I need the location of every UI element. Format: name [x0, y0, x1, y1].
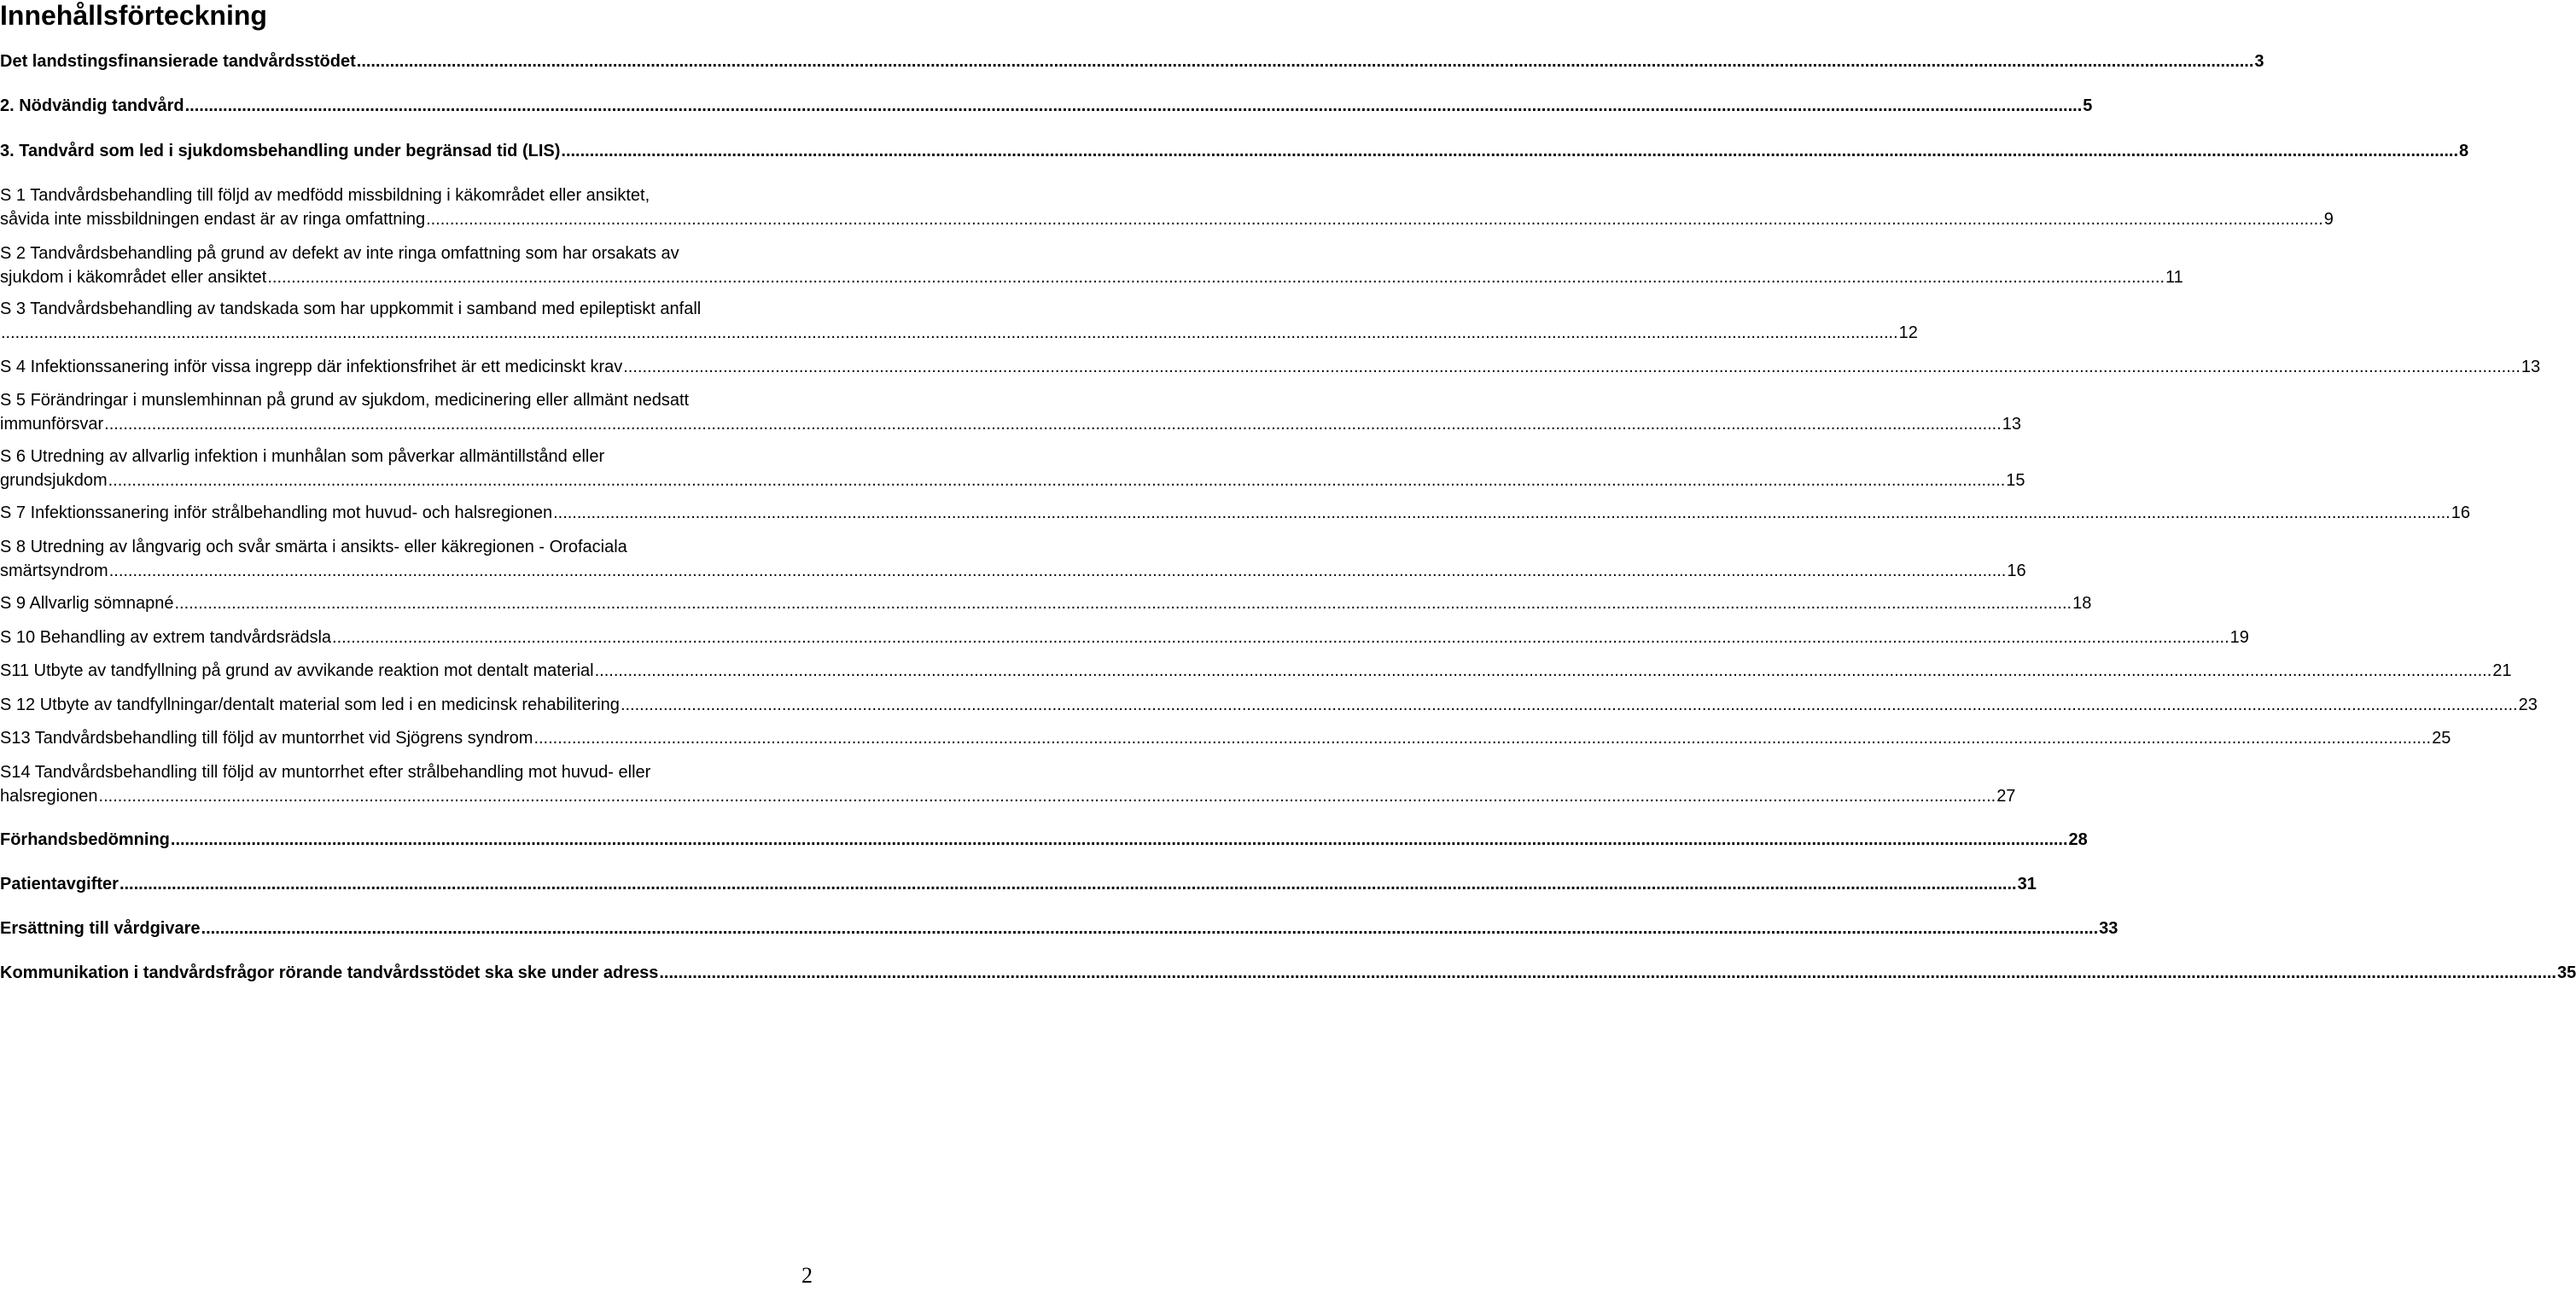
toc-entry-text: såvida inte missbildningen endast är av ringa omfattning: [0, 210, 426, 229]
toc-entry[interactable]: [0, 760, 2016, 808]
toc-entry-text: S 1 Tandvårdsbehandling till följd av medfödd missbildning i käkområdet eller ansiktet,: [0, 186, 650, 205]
toc-entry-line: [0, 207, 2334, 231]
toc-entry-text: Kommunikation i tandvårdsfrågor rörande tandvårdsstödet ska ske under adress: [0, 963, 659, 982]
toc-page-number: 9: [2323, 210, 2334, 229]
toc-entry-text: S 4 Infektionssanering inför vissa ingrepp där infektionsfrihet är ett medicinskt krav: [0, 358, 623, 376]
toc-entry-line: [0, 94, 2093, 118]
toc-entry-line: [0, 469, 2025, 492]
toc-entry[interactable]: [0, 961, 2576, 985]
toc-entry-line: [0, 412, 2022, 436]
toc-page-number: 18: [2072, 594, 2092, 613]
toc-entry-line: [0, 321, 1918, 345]
toc-page-number: 16: [2451, 503, 2470, 522]
toc-page-number: 5: [2083, 96, 2093, 115]
dot-leader: ................................................................................................................................................................................................................................................................................................................................................................................................................: [98, 787, 1996, 806]
toc-entry[interactable]: [0, 297, 1918, 345]
toc-entry-text: S 6 Utredning av allvarlig infektion i munhålan som påverkar allmäntillstånd eller: [0, 447, 605, 466]
dot-leader: ................................................................................................................................................................................................................................................................................................................................................................................................................: [170, 830, 2068, 849]
toc-entry-text: 3. Tandvård som led i sjukdomsbehandling under begränsad tid (LIS): [0, 142, 561, 160]
toc-entry[interactable]: [0, 828, 2088, 852]
toc-page-number: 27: [1996, 787, 2016, 806]
toc-entry[interactable]: [0, 693, 2538, 717]
toc-page-number: 8: [2459, 142, 2469, 160]
dot-leader: ................................................................................................................................................................................................................................................................................................................................................................................................................: [201, 919, 2099, 938]
dot-leader: ................................................................................................................................................................................................................................................................................................................................................................................................................: [620, 696, 2518, 714]
dot-leader: ................................................................................................................................................................................................................................................................................................................................................................................................................: [533, 729, 2432, 748]
toc-entry-line: [0, 872, 2037, 896]
toc-entry-line: [0, 591, 2092, 615]
toc-page-number: 35: [2556, 963, 2576, 982]
toc-entry-text: S11 Utbyte av tandfyllning på grund av avvikande reaktion mot dentalt material: [0, 661, 594, 680]
toc-entry-text: grundsjukdom: [0, 471, 108, 490]
dot-leader: ................................................................................................................................................................................................................................................................................................................................................................................................................: [104, 415, 2002, 434]
dot-leader: ................................................................................................................................................................................................................................................................................................................................................................................................................: [594, 661, 2492, 680]
toc-entry[interactable]: [0, 183, 2334, 231]
toc-entry-text: Förhandsbedömning: [0, 830, 170, 849]
toc-entry[interactable]: [0, 659, 2512, 683]
dot-leader: ................................................................................................................................................................................................................................................................................................................................................................................................................: [1, 323, 1898, 342]
toc-entry[interactable]: [0, 726, 2451, 750]
toc-entry-line: [0, 355, 2541, 379]
toc-entry-line: [0, 265, 2183, 289]
toc-page-number: 11: [2165, 268, 2183, 287]
toc-entry[interactable]: [0, 626, 2249, 649]
dot-leader: ................................................................................................................................................................................................................................................................................................................................................................................................................: [561, 142, 2459, 160]
toc-entry[interactable]: [0, 917, 2118, 940]
toc-page-number: 28: [2068, 830, 2088, 849]
toc-entry-text: S 12 Utbyte av tandfyllningar/dentalt material som led i en medicinsk rehabilitering: [0, 696, 620, 714]
toc-entry[interactable]: [0, 49, 2264, 73]
toc-page-number: 23: [2518, 696, 2538, 714]
toc-entry-line: [0, 961, 2576, 985]
toc-entry-line: [0, 559, 2026, 583]
toc-entry-line: [0, 693, 2538, 717]
toc-entry[interactable]: [0, 94, 2093, 118]
dot-leader: ................................................................................................................................................................................................................................................................................................................................................................................................................: [659, 963, 2556, 982]
toc-entry-text: Det landstingsfinansierade tandvårdsstödet: [0, 52, 356, 71]
toc-title: Innehållsförteckning: [0, 0, 267, 31]
toc-entry[interactable]: [0, 388, 2022, 436]
toc-entry-text: S 10 Behandling av extrem tandvårdsrädsla: [0, 628, 332, 647]
toc-entry[interactable]: [0, 535, 2026, 583]
toc-entry-text: S 8 Utredning av långvarig och svår smärta i ansikts- eller käkregionen - Orofaciala: [0, 538, 627, 556]
toc-entry[interactable]: [0, 242, 2183, 289]
toc-entry-text: S13 Tandvårdsbehandling till följd av muntorrhet vid Sjögrens syndrom: [0, 729, 533, 748]
page-number: 2: [801, 1263, 813, 1288]
dot-leader: ................................................................................................................................................................................................................................................................................................................................................................................................................: [119, 875, 2017, 893]
dot-leader: ................................................................................................................................................................................................................................................................................................................................................................................................................: [623, 358, 2521, 376]
toc-entry-text: S 9 Allvarlig sömnapné: [0, 594, 174, 613]
toc-page-number: 13: [2521, 358, 2541, 376]
toc-entry-line: [0, 501, 2470, 525]
toc-entry[interactable]: [0, 591, 2092, 615]
toc-entry-text: S 5 Förändringar i munslemhinnan på grund av sjukdom, medicinering eller allmänt nedsatt: [0, 391, 690, 410]
toc-entry-line: [0, 828, 2088, 852]
dot-leader: ................................................................................................................................................................................................................................................................................................................................................................................................................: [108, 471, 2006, 490]
dot-leader: ................................................................................................................................................................................................................................................................................................................................................................................................................: [184, 96, 2083, 115]
toc-entry-text: S 7 Infektionssanering inför strålbehandling mot huvud- och halsregionen: [0, 503, 553, 522]
toc-entry-line: [0, 917, 2118, 940]
toc-entry-text: halsregionen: [0, 787, 98, 806]
dot-leader: ................................................................................................................................................................................................................................................................................................................................................................................................................: [553, 503, 2451, 522]
toc-entry-text: sjukdom i käkområdet eller ansiktet: [0, 268, 267, 287]
toc-entry-line: [0, 139, 2469, 163]
dot-leader: ................................................................................................................................................................................................................................................................................................................................................................................................................: [426, 210, 2323, 229]
toc-entry-text: 2. Nödvändig tandvård: [0, 96, 184, 115]
toc-page-number: 3: [2254, 52, 2264, 71]
toc-entry-line: [0, 626, 2249, 649]
dot-leader: ................................................................................................................................................................................................................................................................................................................................................................................................................: [267, 268, 2165, 287]
toc-entry-text: S14 Tandvårdsbehandling till följd av muntorrhet efter strålbehandling mot huvud- eller: [0, 763, 651, 782]
toc-page-number: 33: [2099, 919, 2118, 938]
toc-entry-text: Ersättning till vårdgivare: [0, 919, 201, 938]
toc-entry-text: S 3 Tandvårdsbehandling av tandskada som har uppkommit i samband med epileptiskt anfall: [0, 300, 702, 318]
dot-leader: ................................................................................................................................................................................................................................................................................................................................................................................................................: [356, 52, 2254, 71]
toc-entry-text: Patientavgifter: [0, 875, 119, 893]
toc-page-number: 15: [2006, 471, 2025, 490]
toc-entry[interactable]: [0, 355, 2541, 379]
toc-entry[interactable]: [0, 139, 2469, 163]
toc-entry-text: S 2 Tandvårdsbehandling på grund av defekt av inte ringa omfattning som har orsakats av: [0, 244, 679, 263]
toc-entry-text: immunförsvar: [0, 415, 104, 434]
toc-entry-line: [0, 49, 2264, 73]
toc-page-number: 21: [2492, 661, 2512, 680]
toc-entry[interactable]: [0, 872, 2037, 896]
toc-entry-text: smärtsyndrom: [0, 562, 108, 580]
toc-entry-line: [0, 726, 2451, 750]
toc-page-number: 12: [1898, 323, 1918, 342]
dot-leader: ................................................................................................................................................................................................................................................................................................................................................................................................................: [108, 562, 2007, 580]
dot-leader: ................................................................................................................................................................................................................................................................................................................................................................................................................: [174, 594, 2072, 613]
toc-page-number: 31: [2017, 875, 2037, 893]
toc-entry[interactable]: [0, 501, 2470, 525]
toc-page-number: 13: [2002, 415, 2022, 434]
toc-entry[interactable]: [0, 445, 2025, 492]
toc-page-number: 16: [2007, 562, 2026, 580]
toc-page-number: 19: [2229, 628, 2249, 647]
toc-page-number: 25: [2432, 729, 2451, 748]
toc-entry-line: [0, 784, 2016, 808]
toc-entry-line: [0, 659, 2512, 683]
dot-leader: ................................................................................................................................................................................................................................................................................................................................................................................................................: [332, 628, 2229, 647]
